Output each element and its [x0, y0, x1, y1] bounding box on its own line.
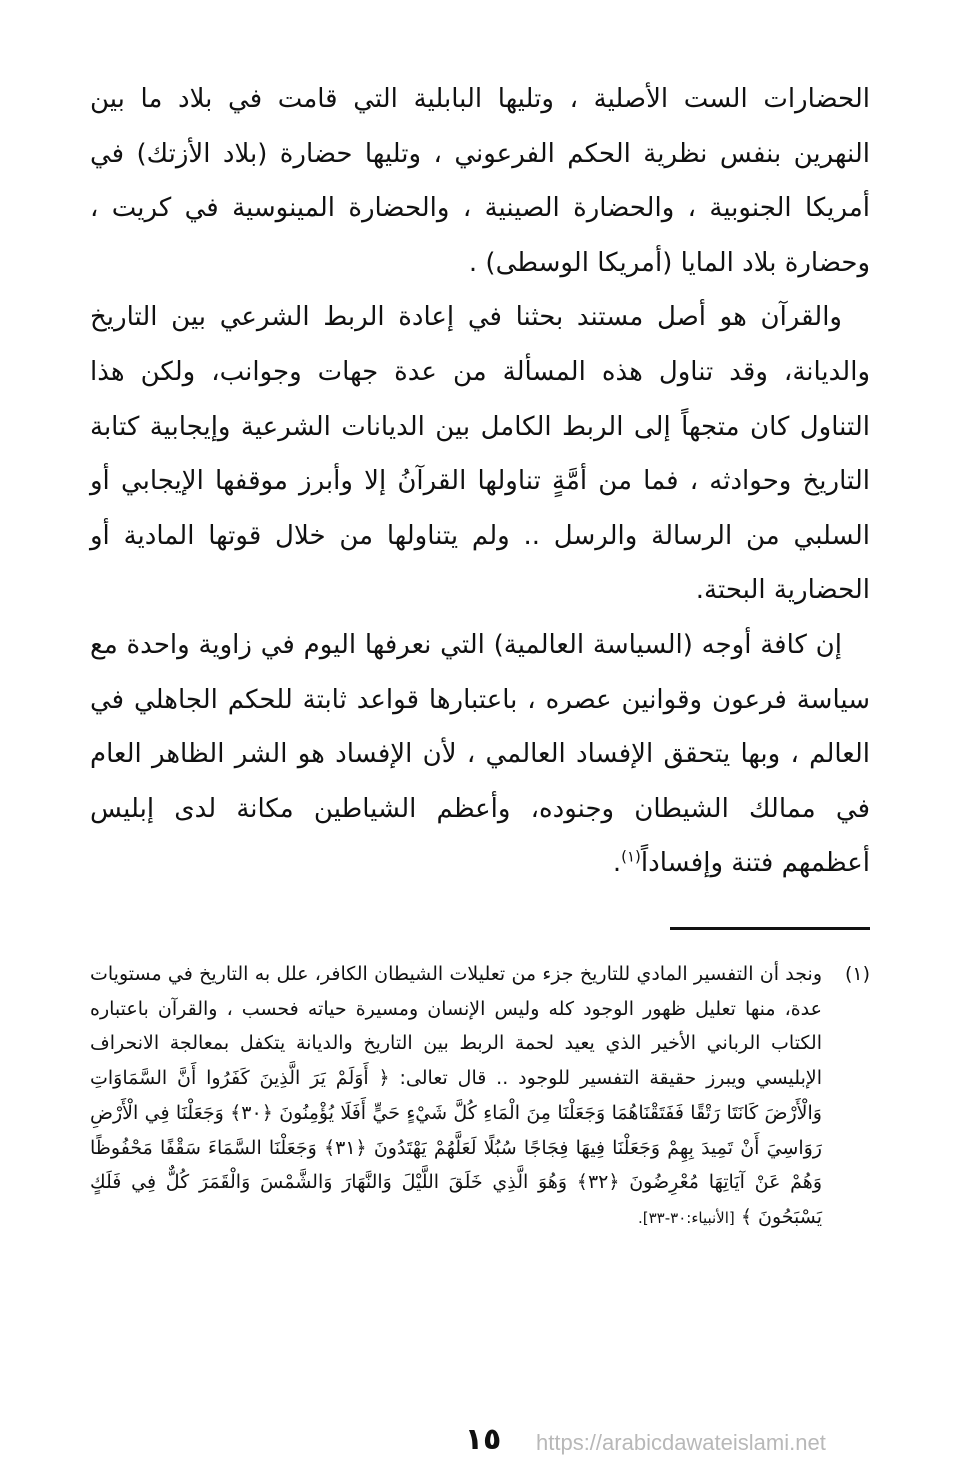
paragraph-2: والقرآن هو أصل مستند بحثنا في إعادة الربط الشرعي بين التاريخ والديانة، وقد تناول هذه المسألة من عدة جهات وجوانب، ولكن هذا التناول كان متجهاً إلى الربط الكامل بين الديانات الشرعية وإيجابية كتابة التاريخ وحوادثه ، فما من أمَّةٍ تناولها القرآنُ إلا وأبرز موقفها الإيجابي أو السلبي من الرسالة والرسل .. ولم يتناولها من خلال قوتها المادية أو الحضارية البحتة. [90, 302, 870, 606]
watermark: https://arabicdawateislami.net [536, 1430, 826, 1455]
main-text [90, 72, 870, 891]
footnote-reference[interactable]: (١) [621, 847, 641, 866]
footnote-body [90, 957, 822, 1236]
paragraph-3-end: . [612, 848, 622, 879]
verse-reference: [الأنبياء:٣٠-٣٣]. [637, 1208, 735, 1227]
paragraph-1: الحضارات الست الأصلية ، وتليها البابلية التي قامت في بلاد ما بين النهرين بنفس نظرية الحكم الفرعوني ، وتليها حضارة (بلاد الأزتك) في أمريكا الجنوبية ، والحضارة الصينية ، والحضارة المينوسية في كريت ، وحضارة بلاد المايا (أمريكا الوسطى) . [90, 84, 870, 278]
page-number: ١٥ [464, 1422, 502, 1457]
quran-verse: ﴿ أَوَلَمْ يَرَ الَّذِينَ كَفَرُوا أَنَّ السَّمَاوَاتِ وَالْأَرْضَ كَانَتَا رَتْقًا فَفَتَقْنَاهُمَا وَجَعَلْنَا مِنَ الْمَاءِ كُلَّ شَيْءٍ حَيٍّ أَفَلَا يُؤْمِنُونَ ﴿٣٠﴾ وَجَعَلْنَا فِي الْأَرْضِ رَوَاسِيَ أَنْ تَمِيدَ بِهِمْ وَجَعَلْنَا فِيهَا فِجَاجًا سُبُلًا لَعَلَّهُمْ يَهْتَدُونَ ﴿٣١﴾ وَجَعَلْنَا السَّمَاءَ سَقْفًا مَحْفُوظًا وَهُمْ عَنْ آيَاتِهَا مُعْرِضُونَ ﴿٣٢﴾ وَهُوَ الَّذِي خَلَقَ اللَّيْلَ وَالنَّهَارَ وَالشَّمْسَ وَالْقَمَرَ كُلٌّ فِي فَلَكٍ يَسْبَحُونَ ﴾ [90, 1067, 822, 1228]
footnote-1 [90, 957, 870, 1236]
paragraph-3 [90, 618, 870, 891]
footnote-text: ونجد أن التفسير المادي للتاريخ جزء من تعليلات الشيطان الكافر، علل به التاريخ في مستويات عدة، منها تعليل ظهور الوجود كله وليس الإنسان ومسيرة حياته فحسب ، والقرآن باعتباره الكتاب الرباني الأخير الذي يعيد لحمة الربط بين التاريخ والديانة يتكفل بمعالجة الانحراف الإبليسي ويبرز حقيقة التفسير للوجود .. قال تعالى: [90, 963, 822, 1090]
footnotes [90, 957, 870, 1236]
paragraph-3-text: إن كافة أوجه (السياسة العالمية) التي نعرفها اليوم في زاوية واحدة مع سياسة فرعون وقوانين عصره ، باعتبارها قواعد ثابتة للحكم الجاهلي في العالم ، وبها يتحقق الإفساد العالمي ، لأن الإفساد هو الشر الظاهر العام في ممالك الشيطان وجنوده، وأعظم الشياطين مكانة لدى إبليس أعظمهم فتنة وإفساداً [90, 629, 870, 879]
footnote-separator [670, 927, 870, 930]
footnote-marker: (١) [844, 963, 870, 985]
